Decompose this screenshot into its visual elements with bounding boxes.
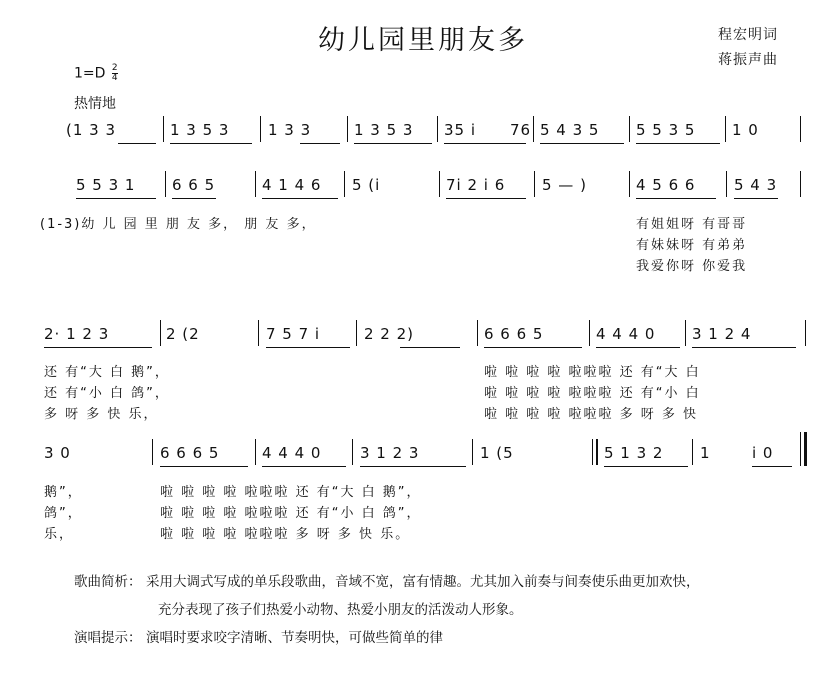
beam-underline <box>300 143 340 144</box>
measure: 3 1 2 4 <box>692 325 752 343</box>
lyric-line: 多 呀 多 快 乐， <box>44 407 159 422</box>
beam-underline <box>446 198 526 199</box>
beam-underline <box>636 143 720 144</box>
measure: 6 6 6 5 <box>484 325 544 343</box>
singing-tip-label: 演唱提示： <box>74 630 142 646</box>
analysis-text: 采用大调式写成的单乐段歌曲，音域不宽，富有情趣。尤其加入前奏与间奏使乐曲更加欢快， <box>146 574 700 590</box>
lyric-line: 啦 啦 啦 啦 啦啦啦 多 呀 多 快 乐。 <box>160 527 411 542</box>
beam-underline <box>604 466 688 467</box>
measure: 4 4 4 0 <box>262 444 322 462</box>
barline <box>356 320 357 346</box>
beam-underline <box>540 143 624 144</box>
measure: 4 1 4 6 <box>262 176 322 194</box>
composer-credit: 蒋振声曲 <box>718 52 778 68</box>
measure: 1 3 5 3 <box>354 121 414 139</box>
beam-underline <box>444 143 526 144</box>
beam-underline <box>354 143 432 144</box>
barline <box>805 320 806 346</box>
barline <box>534 171 535 197</box>
lyricist-credit: 程宏明词 <box>718 27 778 43</box>
beam-underline <box>262 198 338 199</box>
barline <box>472 439 473 465</box>
barline <box>629 116 630 142</box>
beam-underline <box>484 347 582 348</box>
key-prefix: 1=D <box>74 65 106 82</box>
time-signature <box>112 64 118 83</box>
barline <box>596 439 598 465</box>
barline <box>800 171 801 197</box>
time-denominator: 4 <box>111 73 118 83</box>
barline <box>255 171 256 197</box>
lyric-line: 啦 啦 啦 啦 啦啦啦 多 呀 多 快 <box>484 407 699 422</box>
beam-underline <box>118 143 156 144</box>
barline <box>589 320 590 346</box>
measure: 5 — ) <box>542 176 587 194</box>
measure: i 0 <box>752 444 774 462</box>
measure: 6 6 5 <box>172 176 216 194</box>
beam-underline <box>170 143 252 144</box>
lyric-line: 啦 啦 啦 啦 啦啦啦 还 有“大 白 <box>484 365 701 380</box>
barline <box>352 439 353 465</box>
beam-underline <box>734 198 778 199</box>
beam-underline <box>266 347 350 348</box>
barline <box>533 116 534 142</box>
beam-underline <box>596 347 680 348</box>
measure: 5 4 3 <box>734 176 778 194</box>
barline <box>439 171 440 197</box>
measure: 1 0 <box>732 121 759 139</box>
measure: 1 3 5 3 <box>170 121 230 139</box>
beam-underline <box>76 198 156 199</box>
lyric-line: 有姐姐呀 有哥哥 <box>636 217 748 232</box>
measure: 4 4 4 0 <box>596 325 656 343</box>
barline <box>800 116 801 142</box>
singing-tip-text: 演唱时要求咬字清晰、节奏明快，可做些简单的律 <box>146 630 443 646</box>
analysis-text-continued: 充分表现了孩子们热爱小动物、热爱小朋友的活泼动人形象。 <box>158 602 523 618</box>
barline <box>344 171 345 197</box>
measure: 5 5 3 5 <box>636 121 696 139</box>
measure: 2· 1 2 3 <box>44 325 110 343</box>
song-title: 幼儿园里朋友多 <box>318 25 528 56</box>
lyric-line: 啦 啦 啦 啦 啦啦啦 还 有“大 白 鹅”， <box>160 485 422 500</box>
beam-underline <box>44 347 152 348</box>
lyric-line: 有妹妹呀 有弟弟 <box>636 238 748 253</box>
barline <box>692 439 693 465</box>
tempo-marking: 热情地 <box>74 96 116 112</box>
barline <box>592 439 593 465</box>
barline <box>152 439 153 465</box>
barline <box>804 432 807 466</box>
lyric-line: 鸽”， <box>44 506 83 521</box>
beam-underline <box>160 466 248 467</box>
barline <box>160 320 161 346</box>
barline <box>255 439 256 465</box>
measure: 7 5 7 i <box>266 325 321 343</box>
beam-underline <box>692 347 796 348</box>
barline <box>629 171 630 197</box>
barline <box>477 320 478 346</box>
measure: 35 i <box>444 121 477 139</box>
measure: 7i 2 i 6 <box>446 176 506 194</box>
measure: 5 1 3 2 <box>604 444 664 462</box>
beam-underline <box>752 466 792 467</box>
lyric-line: 啦 啦 啦 啦 啦啦啦 还 有“小 白 <box>484 386 701 401</box>
lyric-line: 还 有“大 白 鹅”， <box>44 365 170 380</box>
measure: 5 (i <box>352 176 381 194</box>
lyric-line: (1-3)幼 儿 园 里 朋 友 多， 朋 友 多， <box>40 217 317 232</box>
barline <box>437 116 438 142</box>
measure: 3 0 <box>44 444 71 462</box>
beam-underline <box>636 198 716 199</box>
measure: 5 5 3 1 <box>76 176 136 194</box>
barline <box>726 171 727 197</box>
measure: 1 (5 <box>480 444 514 462</box>
beam-underline <box>262 466 346 467</box>
barline <box>800 432 801 466</box>
measure: 2 (2 <box>166 325 200 343</box>
barline <box>685 320 686 346</box>
time-numerator: 2 <box>111 63 118 73</box>
lyric-line: 还 有“小 白 鸽”， <box>44 386 170 401</box>
measure: 1 <box>700 444 711 462</box>
analysis-label: 歌曲简析： <box>74 574 142 590</box>
lyric-line: 乐， <box>44 527 75 542</box>
barline <box>347 116 348 142</box>
measure: 4 5 6 6 <box>636 176 696 194</box>
lyric-line: 鹅”， <box>44 485 83 500</box>
measure: 6 6 6 5 <box>160 444 220 462</box>
beam-underline <box>400 347 460 348</box>
beam-underline <box>360 466 466 467</box>
measure: 5 4 3 5 <box>540 121 600 139</box>
measure: 1 3 3 <box>268 121 312 139</box>
lyric-line: 啦 啦 啦 啦 啦啦啦 还 有“小 白 鸽”， <box>160 506 422 521</box>
measure: 3 1 2 3 <box>360 444 420 462</box>
measure: (1 3 3 <box>66 121 117 139</box>
key-signature <box>74 64 118 83</box>
barline <box>260 116 261 142</box>
barline <box>725 116 726 142</box>
beam-underline <box>172 198 216 199</box>
barline <box>165 171 166 197</box>
measure: 2 2 2) <box>364 325 415 343</box>
measure: 76 <box>510 121 532 139</box>
barline <box>258 320 259 346</box>
barline <box>163 116 164 142</box>
lyric-line: 我爱你呀 你爱我 <box>636 259 748 274</box>
